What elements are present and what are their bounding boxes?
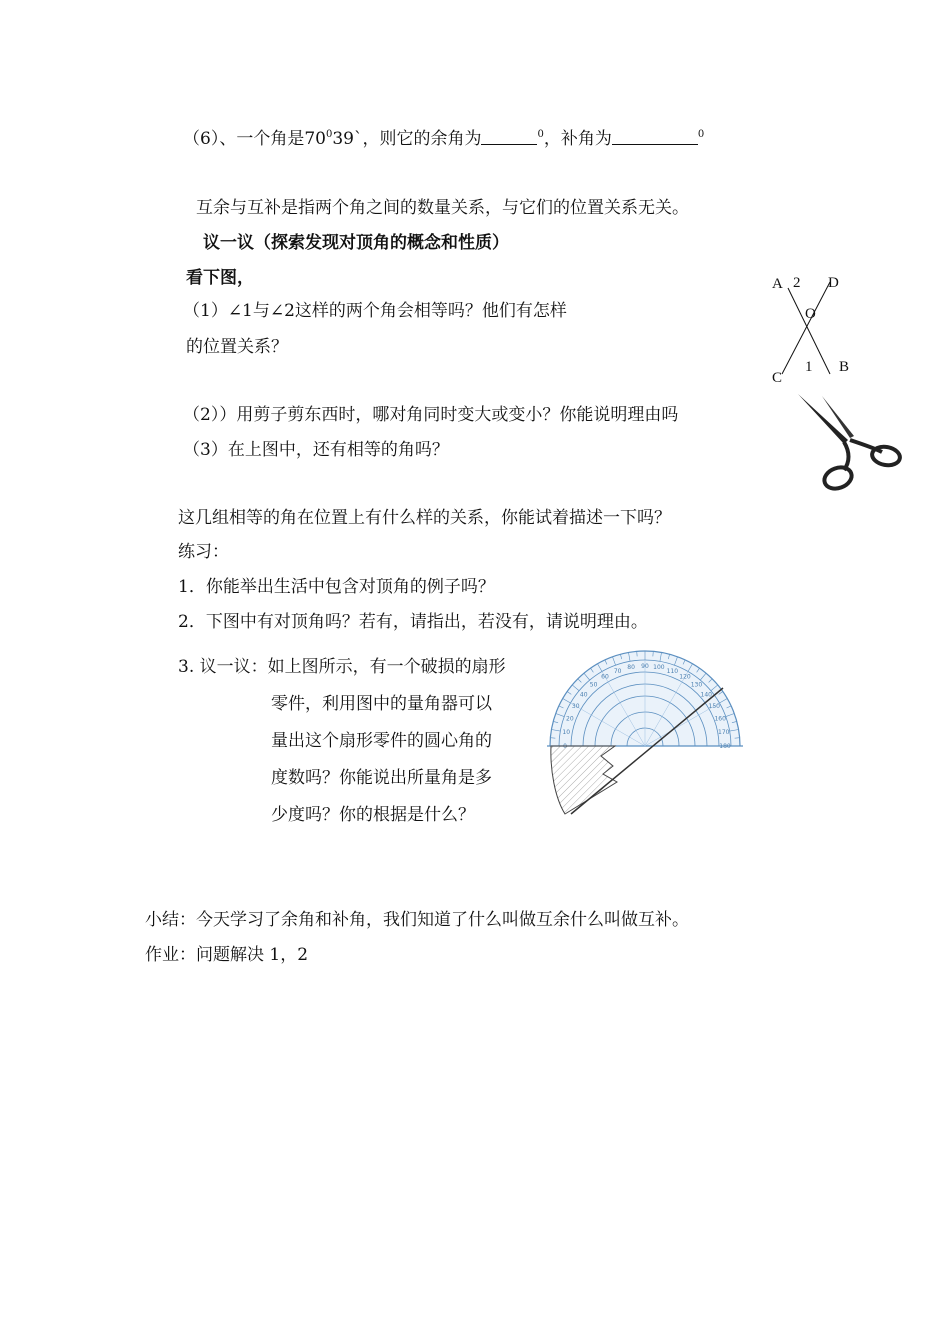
- label-a: A: [772, 276, 783, 292]
- protractor-tick-label: 120: [679, 673, 691, 681]
- q6-prefix: （6）、一个角是: [183, 129, 305, 149]
- label-b: B: [839, 359, 850, 375]
- label-1: 1: [805, 359, 813, 375]
- protractor-tick-label: 50: [589, 681, 598, 689]
- question-6: [183, 127, 704, 151]
- label-c: C: [772, 370, 783, 386]
- protractor-tick-label: 100: [653, 664, 665, 672]
- q6-middle: ，补角为: [543, 129, 612, 149]
- label-2: 2: [793, 275, 801, 291]
- practice-3-line4: 度数吗？你能说出所量角是多: [271, 768, 492, 788]
- protractor-tick-label: 150: [708, 703, 721, 710]
- protractor-tick-label: 80: [627, 664, 635, 672]
- q6-minutes: 39`，则它的余角为: [332, 129, 482, 149]
- protractor-tick-label: 70: [613, 667, 622, 675]
- protractor-tick-label: 160: [714, 715, 726, 723]
- vertical-angles-figure: [768, 270, 868, 390]
- practice-title: 练习：: [178, 542, 229, 562]
- question-2: （2））用剪子剪东西时，哪对角同时变大或变小？你能说明理由吗: [183, 405, 679, 425]
- practice-3-line3: 量出这个扇形零件的圆心角的: [271, 731, 492, 751]
- protractor-tick-label: 60: [601, 673, 609, 681]
- protractor-tick-label: 170: [718, 729, 730, 737]
- summary: 小结：今天学习了余角和补角，我们知道了什么叫做互余什么叫做互补。: [145, 910, 689, 930]
- protractor-tick-label: 30: [571, 703, 580, 710]
- look-figure: 看下图，: [186, 268, 254, 288]
- protractor-tick-label: 10: [562, 729, 571, 737]
- relation-note: 互余与互补是指两个角之间的数量关系，与它们的位置关系无关。: [196, 198, 689, 218]
- supplement-blank[interactable]: [612, 127, 698, 145]
- homework: 作业：问题解决 1，2: [145, 945, 309, 965]
- label-o: O: [805, 306, 816, 322]
- q6-degree-mark: 0: [325, 129, 333, 140]
- scissors-icon: [792, 392, 912, 492]
- protractor-tick-label: 90: [641, 663, 649, 670]
- practice-3-line2: 零件，利用图中的量角器可以: [271, 694, 492, 714]
- section-title: 议一议（探索发现对顶角的概念和性质）: [203, 233, 509, 253]
- protractor-tick-label: 180: [719, 743, 731, 750]
- protractor-tick-label: 110: [666, 667, 679, 675]
- question-1-line2: 的位置关系？: [186, 337, 288, 357]
- practice-3-line5: 少度吗？你的根据是什么？: [271, 805, 475, 825]
- protractor-tick-label: 130: [690, 681, 703, 689]
- practice-3-line1: 3. 议一议：如上图所示，有一个破损的扇形: [178, 657, 506, 677]
- question-1-line1: （1）∠1与∠2这样的两个角会相等吗？他们有怎样: [183, 301, 567, 321]
- protractor-tick-label: 20: [566, 715, 574, 723]
- practice-1: 1．你能举出生活中包含对顶角的例子吗？: [178, 577, 495, 597]
- complement-blank[interactable]: [481, 127, 537, 145]
- protractor-tick-label: 140: [700, 691, 713, 699]
- complement-degree-mark: 0: [537, 129, 544, 140]
- supplement-degree-mark: 0: [697, 129, 705, 140]
- describe-question: 这几组相等的角在位置上有什么样的关系，你能试着描述一下吗？: [178, 508, 671, 528]
- label-d: D: [828, 275, 839, 291]
- protractor-figure: [545, 648, 745, 818]
- question-3: （3）在上图中，还有相等的角吗？: [183, 440, 449, 460]
- q6-degrees: 70: [304, 129, 326, 149]
- protractor-tick-label: 40: [579, 691, 588, 699]
- practice-2: 2．下图中有对顶角吗？若有，请指出，若没有，请说明理由。: [178, 612, 648, 632]
